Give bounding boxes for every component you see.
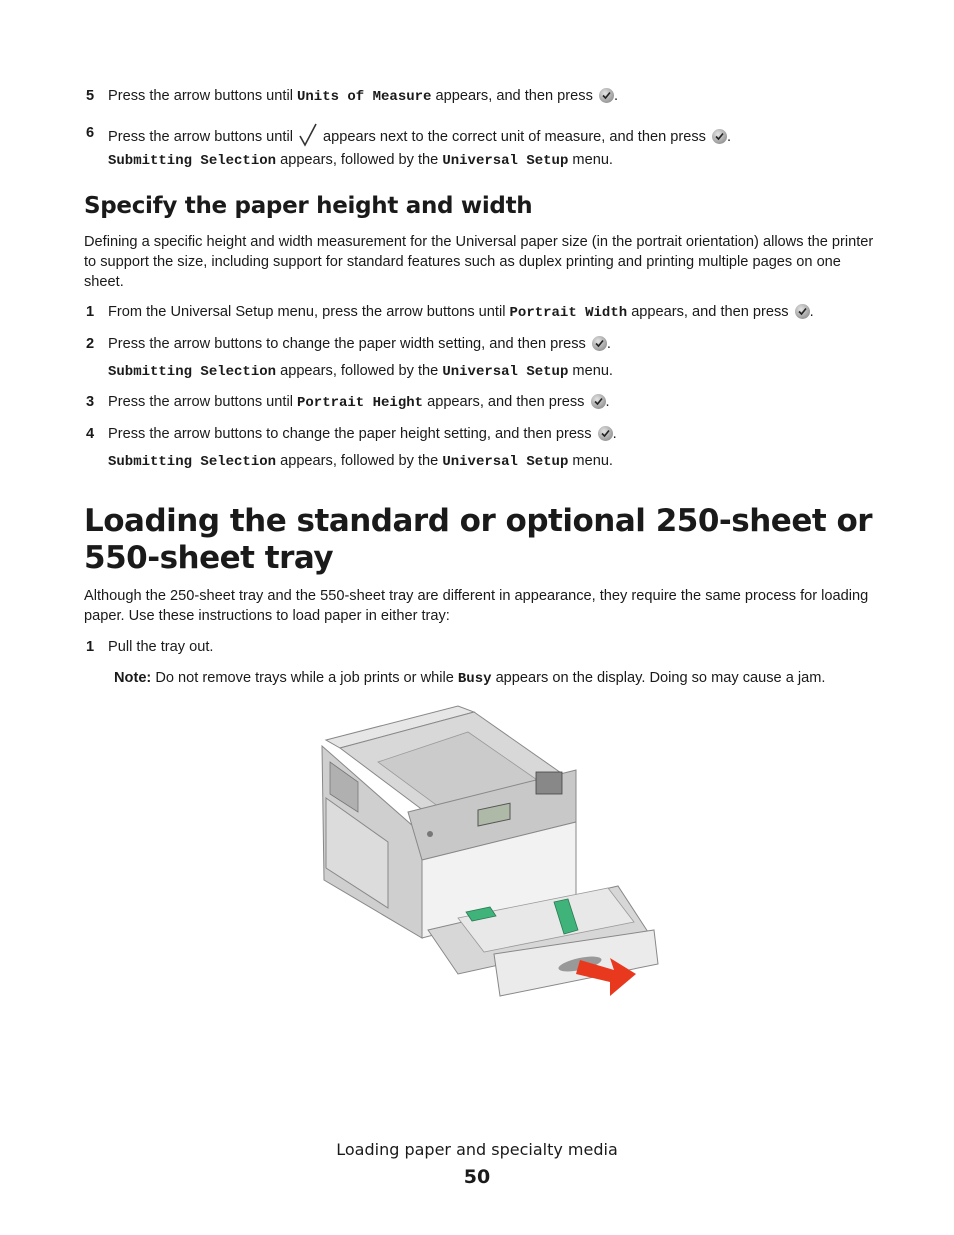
note: Note: Do not remove trays while a job prints or while Busy appears on the display. Doing so may cause a jam. [114,670,826,687]
step-number: 5 [86,88,95,104]
select-button-icon [795,304,810,319]
step-2-result: Submitting Selection appears, followed by the Universal Setup menu. [108,363,613,380]
section-heading-paper-size: Specify the paper height and width [84,193,533,219]
step-6-result: Submitting Selection appears, followed by the Universal Setup menu. [108,152,613,169]
checkmark-icon [299,123,317,147]
step-4-result: Submitting Selection appears, followed by the Universal Setup menu. [108,453,613,470]
manual-page: 5 Press the arrow buttons until Units of Measure appears, and then press . 6 Press the arrow buttons until appears next to the correct unit of measure, and then press . Submitting Selection appears, followed by the Universal Setup menu. Specify the paper height and width Defining a specific height and width measurement for the Universal paper size (in the portrait orientation) allows the printer to support the size, including support for standard features such as duplex printing and printing multiple pages on one sheet. 1 From the Universal Setup menu, press the arrow buttons until Portrait Width appears, and then press . 2 Press the arrow buttons to change the paper width setting, and then press . Submitting Selection appears, followed by the Universal Setup menu. 3 Press the arrow buttons until Portrait Height appears, and then press . 4 Press the arrow buttons to change the paper height setting, and then press . Submitting Selection appears, followed by the Universal Setup menu. Loading the standard or optional 250-sheet or 550-sheet tray Although the 250-sheet tray and the 550-sheet tray are different in appearance, they require the same process for loading paper. Use these instructions to load paper in either tray: 1 Pull the tray out. Note: Do not remove trays while a job prints or while Busy appears on the display. Doing so may cause a jam. Loading paper and specialty media 50 [0,0,954,1235]
section-heading-load-tray: Loading the standard or optional 250-sheet or 550-sheet tray [84,503,873,576]
page-number: 50 [463,1166,491,1188]
select-button-icon [592,336,607,351]
intro-paragraph: Defining a specific height and width measurement for the Universal paper size (in the portrait orientation) allows the printer to support the size, including support for standard features such as duplex printing and printing multiple pages on one sheet. [84,234,874,290]
tray-intro-paragraph: Although the 250-sheet tray and the 550-sheet tray are different in appearance, they require the same process for loading paper. Use these instructions to load paper in either tray: [84,588,869,624]
select-button-icon [598,426,613,441]
select-button-icon [712,129,727,144]
footer-section-title: Loading paper and specialty media [336,1140,618,1159]
printer-tray-illustration [318,702,662,1002]
code-text: Units of Measure [297,89,432,105]
select-button-icon [599,88,614,103]
step-number: 6 [86,125,95,141]
printer-tray-pull-icon [318,702,662,1002]
select-button-icon [591,394,606,409]
